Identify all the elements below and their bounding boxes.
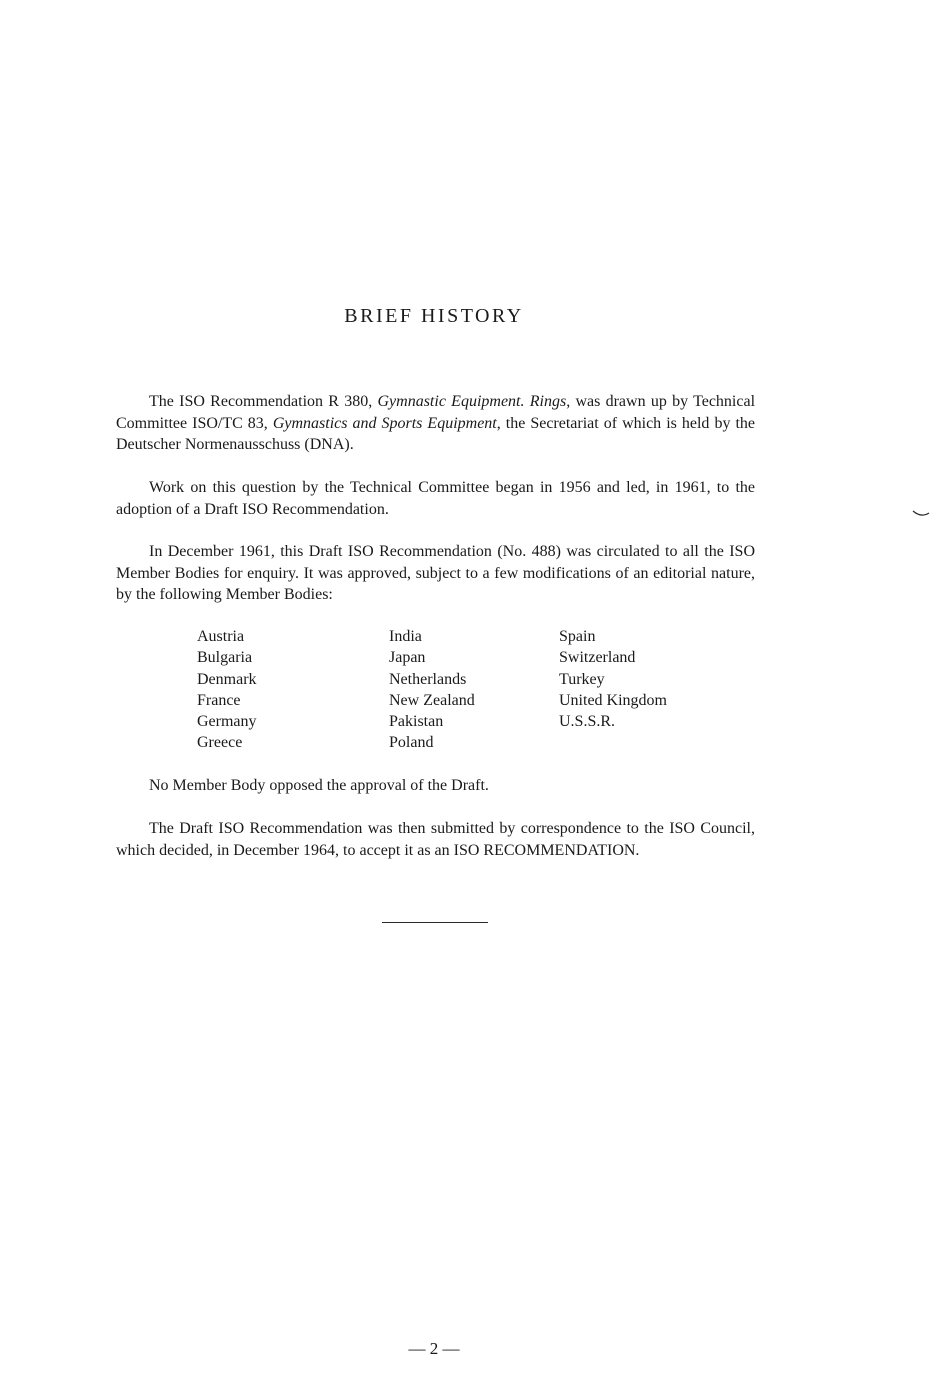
paragraph-council: The Draft ISO Recommendation was then submitted by correspondence to the ISO Council, which decided, in December 1964, to accept it as an ISO RECOMMENDATION. [116,820,755,859]
member-body: Austria [197,628,245,645]
paragraph-origin-part2: , was drawn up by Technical Committee ISO/TC 83, [116,393,756,432]
member-bodies-column-1 [197,626,257,754]
member-body: Denmark [197,670,257,688]
member-body: Germany [197,713,257,731]
member-body: Turkey [559,670,605,688]
recommendation-title: Gymnastic Equipment. Rings [377,393,567,410]
paragraph-enquiry: In December 1961, this Draft ISO Recommendation (No. 488) was circulated to all the ISO Member Bodies for enquiry. It was approved, subject to a few modifications of an editorial nature, by the following Member Bodies: [116,543,755,603]
member-body: Pakistan [389,713,444,731]
member-body: U.S.S.R. [559,713,616,731]
member-bodies-column-3 [559,626,667,732]
paragraph-origin [116,391,755,456]
member-body: Bulgaria [197,649,253,667]
member-body: Spain [559,628,596,645]
member-body: Greece [197,734,243,752]
committee-title: Gymnastics and Sports Equipment [272,414,497,432]
section-divider [382,922,488,923]
member-bodies-column-2 [389,626,475,754]
member-body: India [389,628,422,645]
member-body: France [197,691,241,709]
paragraph-origin-part3: , the Secretariat of which is held by the Deutscher Normenausschuss (DNA). [116,414,756,453]
member-body: United Kingdom [559,691,667,709]
member-body: Netherlands [389,670,467,688]
paragraph-origin-part1: The ISO Recommendation R 380, [149,393,378,410]
paragraph-no-opposition: No Member Body opposed the approval of the Draft. [149,777,489,794]
member-body: Japan [389,649,426,667]
page-number: — 2 — [408,1339,460,1358]
member-body: Switzerland [559,649,636,667]
paragraph-work: Work on this question by the Technical Committee began in 1956 and led, in 1961, to the adoption of a Draft ISO Recommendation. [116,479,755,518]
margin-mark [912,508,930,518]
member-body: Poland [389,734,434,752]
page-title: BRIEF HISTORY [344,305,524,327]
member-body: New Zealand [389,691,475,709]
